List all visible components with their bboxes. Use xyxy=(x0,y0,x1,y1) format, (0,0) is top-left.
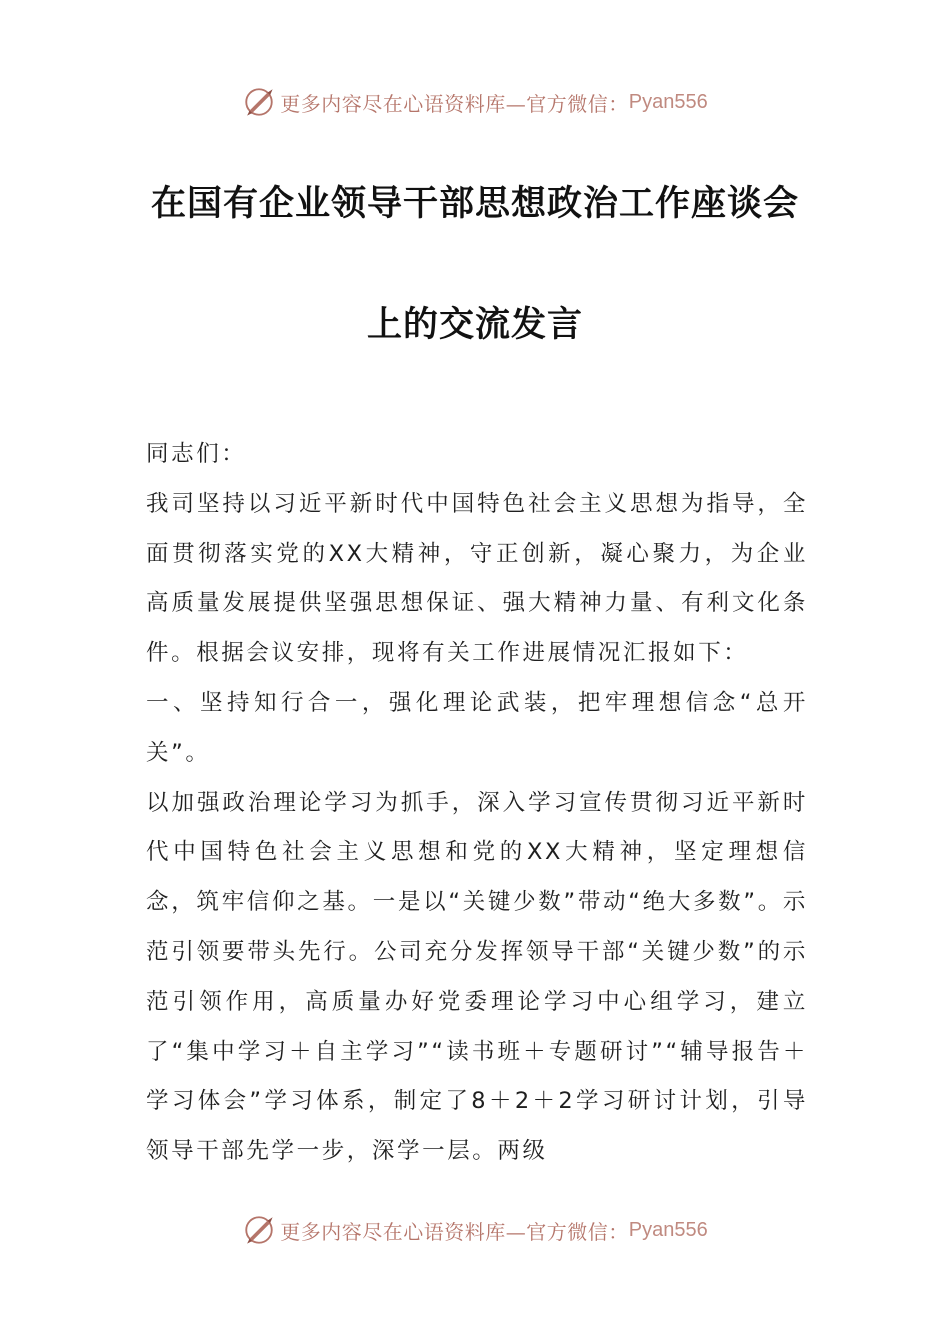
watermark-wechat-id: Pyan556 xyxy=(628,90,708,113)
section-heading-1: 一、坚持知行合一，强化理论武装，把牢理想信念“总开关”。 xyxy=(146,689,808,766)
watermark-banner-top xyxy=(0,82,950,122)
pen-quill-icon xyxy=(242,85,276,119)
watermark-wechat-id: Pyan556 xyxy=(628,1218,708,1241)
paragraph-section-1: 以加强政治理论学习为抓手，深入学习宣传贯彻习近平新时代中国特色社会主义思想和党的XX大精神，坚定理想信念，筑牢信仰之基。一是以“关键少数”带动“绝大多数”。示范引领要带头先行。公司充分发挥领导干部“关键少数”的示范引领作用，高质量办好党委理论学习中心组学习，建立了“集中学习＋自主学习”“读书班＋专题研讨”“辅导报告＋学习体会”学习体系，制定了8＋2＋2学习研讨计划，引导领导干部先学一步，深学一层。两级 xyxy=(146,789,808,1165)
watermark-banner-bottom xyxy=(0,1210,950,1250)
document-body xyxy=(146,430,808,1177)
document-title-line-1: 在国有企业领导干部思想政治工作座谈会 xyxy=(150,184,799,224)
document-title-line-2: 上的交流发言 xyxy=(366,305,583,345)
watermark-text: 更多内容尽在心语资料库—官方微信： xyxy=(280,91,629,116)
watermark-text: 更多内容尽在心语资料库—官方微信： xyxy=(280,1219,629,1244)
paragraph-intro: 我司坚持以习近平新时代中国特色社会主义思想为指导，全面贯彻落实党的XX大精神，守正创新，凝心聚力，为企业高质量发展提供坚强思想保证、强大精神力量、有利文化条件。根据会议安排，现将有关工作进展情况汇报如下： xyxy=(146,490,808,667)
greeting: 同志们： xyxy=(146,441,247,467)
pen-quill-icon xyxy=(242,1213,276,1247)
